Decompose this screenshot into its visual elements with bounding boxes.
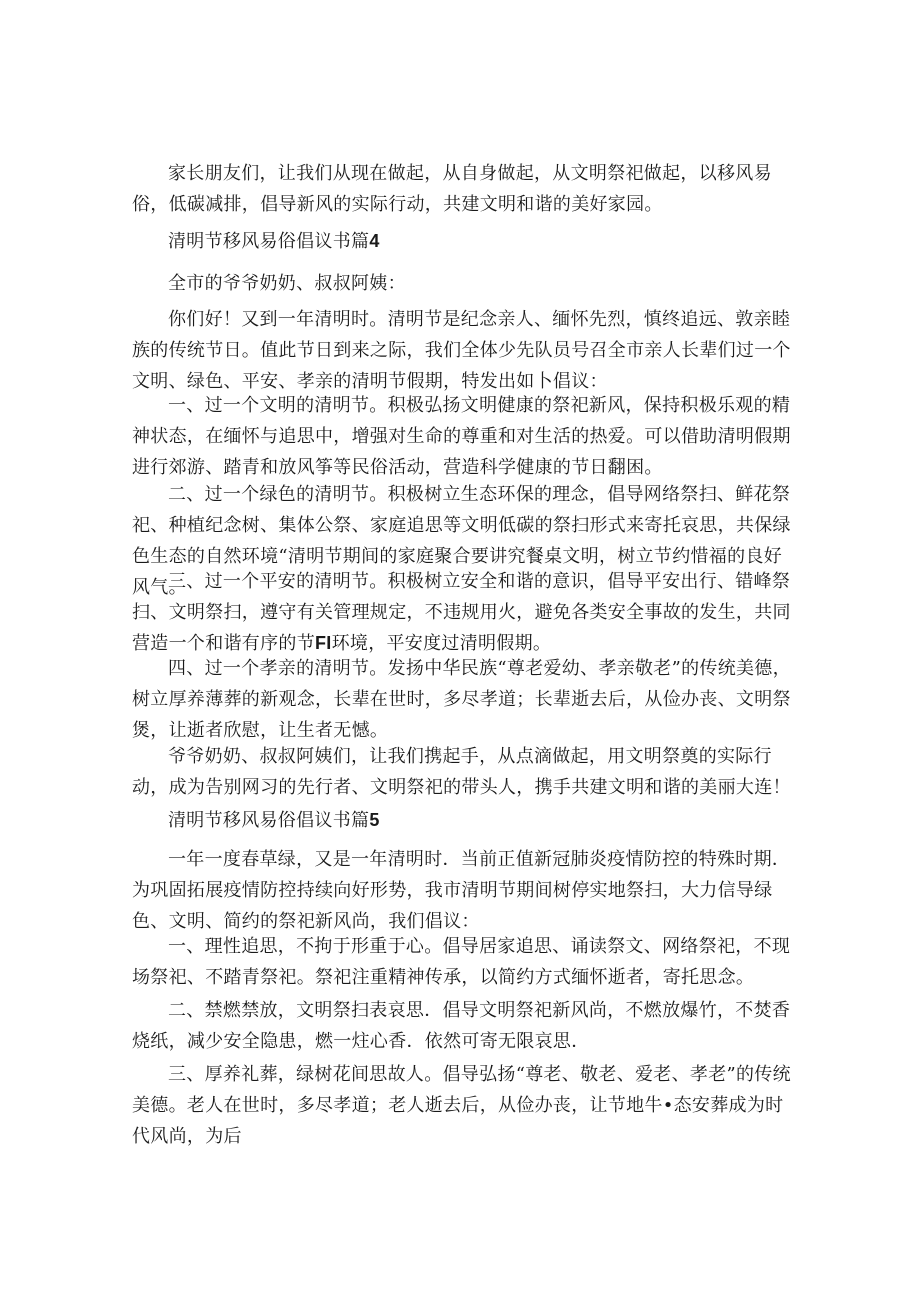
paragraph-item-5-2: 二、禁燃禁放，文明祭扫表哀思．倡导文明祭祀新风尚，不燃放爆竹，不焚香烧纸，减少安全隐患，燃一炷心香．依然可寄无限哀思． [132,1000,791,1052]
paragraph-item-4-1: 一、过一个文明的清明节。积极弘扬文明健康的祭祀新风，保持积极乐观的精神状态，在缅怀与追思中，增强对生命的尊重和对生活的热爱。可以借助清明假期进行郊游、踏青和放风筝等民俗活动，营造科学健康的节日翻困。 [132,395,791,478]
section-heading-5-number: 5 [369,810,380,830]
paragraph-item-4-2: 二、过一个绿色的清明节。积极树立生态环保的理念，倡导网络祭扫、鲜花祭祀、种植纪念树、集体公祭、家庭追思等文明低碳的祭扫形式来寄托哀思，共保绿色生态的自然环境“清明节期间的家庭聚合要讲究餐桌文明，树立节约惜福的良好风气。 [132,484,791,598]
salutation: 全市的爷爷奶奶、叔叔阿姨： [168,273,406,294]
paragraph-closing-previous: 家长朋友们，让我们从现在做起，从自身做起，从文明祭祀做起，以移风易俗，低碳减排，倡导新风的实际行动，共建文明和谐的美好家园。 [132,163,772,215]
paragraph-item-4-3-part-a: 三、过一个平安的清明节。积极树立安全和谐的意识，倡导平安出行、错峰祭扫、文明祭扫，遵守有关管理规定，不违规用火，避免各类安全事故的发生，共同营造一个和谐有序的节 [132,571,791,654]
paragraph-item-4-4: 四、过一个孝亲的清明节。发扬中华民族“尊老爱幼、孝亲敬老”的传统美德，树立厚养薄葬的新观念，长辈在世时，多尽孝道；长辈逝去后，从俭办丧、文明祭煲，让逝者欣慰，让生者无憾。 [132,658,791,741]
paragraph-item-4-3-fi: FI [315,633,332,653]
paragraph-item-5-3: 三、厚养礼葬，绿树花间思故人。倡导弘扬“尊老、敬老、爱老、孝老”的传统美德。老人在世时，多尽孝道；老人逝去后，从俭办丧，让节地牛•态安葬成为时代风尚，为后 [132,1064,791,1147]
paragraph-item-4-3 [132,566,792,659]
section-heading-5 [132,805,792,836]
paragraph-intro-4: 你们好！又到一年清明时。清明节是纪念亲人、缅怀先烈，慎终追远、敦亲睦族的传统节日。值此节日到来之际，我们全体少先队员号召全市亲人长辈们过一个文明、绿色、平安、孝亲的清明节假期，特发出如卜倡议： [132,309,791,392]
section-heading-5-text: 清明节移风易俗倡议书篇 [168,810,370,831]
section-heading-4-text: 清明节移风易俗倡议书篇 [168,231,370,252]
paragraph-intro-5: 一年一度春草绿，又是一年清明时．当前正值新冠肺炎疫情防控的特殊时期．为巩固拓展疫情防控持续向好形势，我市清明节期间树停实地祭扫，大力信导绿色、文明、简约的祭祀新风尚，我们倡议： [132,849,791,932]
paragraph-item-5-1: 一、理性追思，不拘于形重于心。倡导居家追思、诵读祭文、网络祭祀，不现场祭祀、不踏青祭祀。祭祀注重精神传承，以简约方式缅怀逝者，寄托思念。 [132,936,791,988]
paragraph-item-4-3-part-b: 环境，平安度过清明假期。 [331,633,552,654]
paragraph-closing-4: 爷爷奶奶、叔叔阿姨们，让我们携起手，从点滴做起，用文明祭奠的实际行动，成为告别网习的先行者、文明祭祀的带头人，携手共建文明和谐的美丽大连！ [132,746,791,798]
section-heading-4 [132,226,792,257]
section-heading-4-number: 4 [369,231,380,251]
